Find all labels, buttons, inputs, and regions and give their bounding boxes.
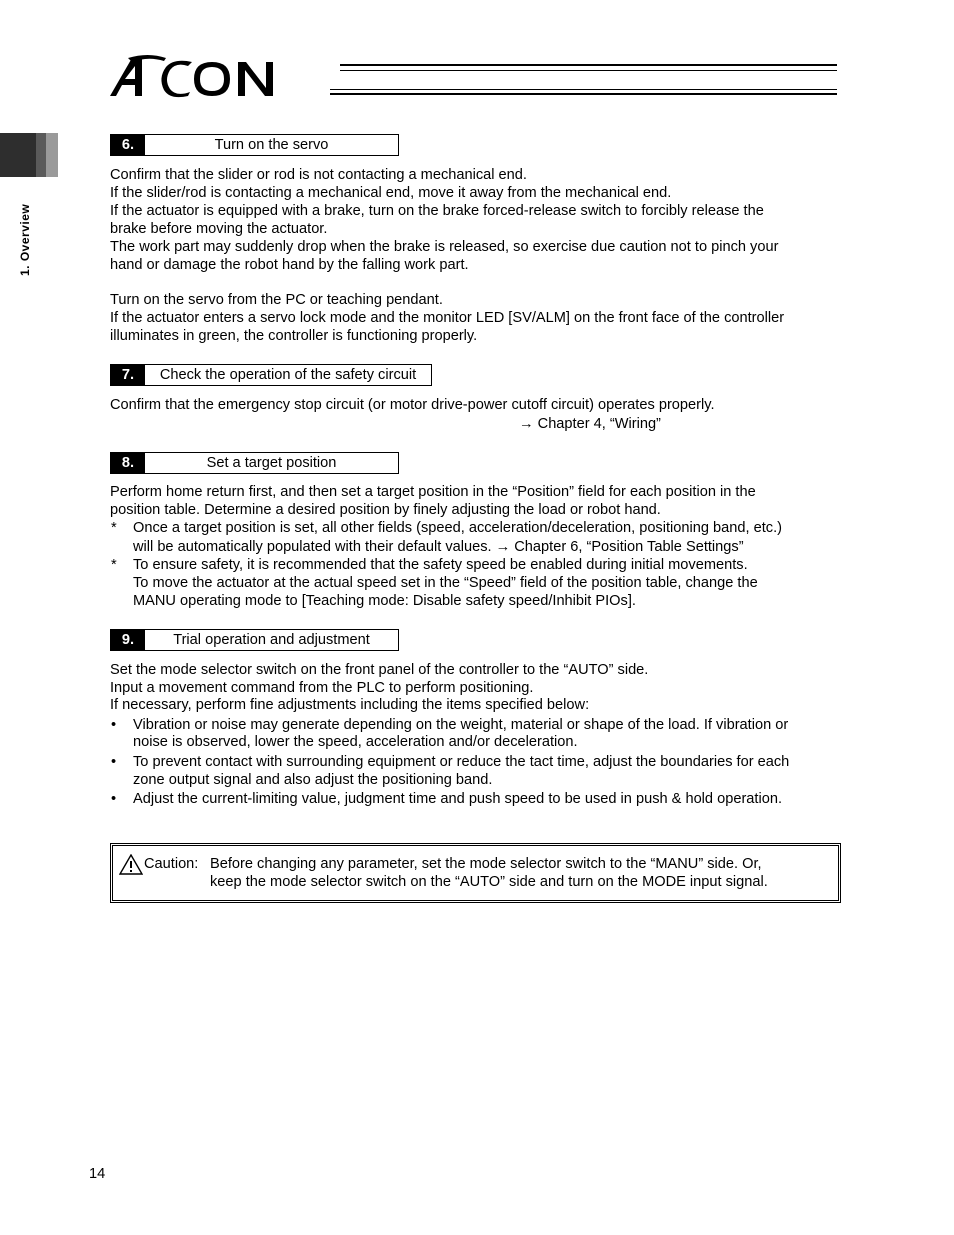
- note-asterisk: *: [111, 520, 117, 536]
- note-text: To move the actuator at the actual speed set in the “Speed” field of the position table, change the: [133, 575, 758, 591]
- paragraph: The work part may suddenly drop when the brake is released, so exercise due caution not to pinch your: [110, 239, 779, 255]
- note-text: MANU operating mode to [Teaching mode: Disable safety speed/Inhibit PIOs].: [133, 593, 636, 609]
- paragraph: Input a movement command from the PLC to perform positioning.: [110, 680, 534, 696]
- step-header-9: [110, 629, 399, 651]
- note-text: will be automatically populated with their default values. → Chapter 6, “Position Table Settings”: [133, 539, 744, 555]
- chapter-reference: → Chapter 4, “Wiring”: [519, 416, 661, 432]
- paragraph: If the actuator enters a servo lock mode and the monitor LED [SV/ALM] on the front face of the controller: [110, 310, 785, 326]
- step-number: 7.: [111, 365, 145, 385]
- step-number: 6.: [111, 135, 145, 155]
- paragraph: hand or damage the robot hand by the falling work part.: [110, 257, 469, 273]
- step-title: Trial operation and adjustment: [173, 632, 370, 648]
- side-tab-block: [36, 133, 46, 177]
- note-asterisk: *: [111, 557, 117, 573]
- step-title: Turn on the servo: [214, 137, 329, 153]
- side-tab-block: [46, 133, 58, 177]
- step-header-6: [110, 134, 399, 156]
- caution-text: Before changing any parameter, set the mode selector switch to the “MANU” side. Or,: [210, 856, 762, 872]
- note-text: To ensure safety, it is recommended that the safety speed be enabled during initial movements.: [133, 557, 748, 573]
- step-number: 8.: [111, 453, 145, 473]
- header-rule: [330, 89, 837, 90]
- paragraph: brake before moving the actuator.: [110, 221, 328, 237]
- page-number: 14: [89, 1166, 106, 1182]
- paragraph: If the slider/rod is contacting a mechanical end, move it away from the mechanical end.: [110, 185, 672, 201]
- step-title: Check the operation of the safety circuit: [159, 367, 417, 383]
- header-rule: [340, 70, 837, 71]
- paragraph: Confirm that the slider or rod is not contacting a mechanical end.: [110, 167, 527, 183]
- bullet: •: [111, 717, 117, 733]
- bullet-text: Vibration or noise may generate depending on the weight, material or shape of the load. If vibration or: [133, 717, 789, 733]
- side-tab-block: [0, 133, 36, 177]
- bullet: •: [111, 791, 117, 807]
- bullet-text: Adjust the current-limiting value, judgment time and push speed to be used in push & hold operation.: [133, 791, 783, 807]
- bullet-text: zone output signal and also adjust the positioning band.: [133, 772, 493, 788]
- warning-triangle-icon: [119, 854, 143, 875]
- header-rule: [340, 64, 837, 66]
- paragraph: If the actuator is equipped with a brake, turn on the brake forced-release switch to forcibly release the: [110, 203, 764, 219]
- bullet-text: noise is observed, lower the speed, acceleration and/or deceleration.: [133, 734, 578, 750]
- acon-logo-mark: [108, 52, 340, 102]
- step-title: Set a target position: [206, 455, 337, 471]
- caution-box: [110, 843, 841, 903]
- paragraph: Perform home return first, and then set a target position in the “Position” field for each position in the: [110, 484, 756, 500]
- paragraph: Turn on the servo from the PC or teaching pendant.: [110, 292, 443, 308]
- paragraph: position table. Determine a desired position by finely adjusting the load or robot hand.: [110, 502, 661, 518]
- step-number: 9.: [111, 630, 145, 650]
- bullet: •: [111, 754, 117, 770]
- step-header-7: [110, 364, 432, 386]
- note-text: Once a target position is set, all other fields (speed, acceleration/deceleration, positioning band, etc.): [133, 520, 782, 536]
- step-header-8: [110, 452, 399, 474]
- paragraph: Set the mode selector switch on the front panel of the controller to the “AUTO” side.: [110, 662, 649, 678]
- caution-text: keep the mode selector switch on the “AUTO” side and turn on the MODE input signal.: [210, 874, 768, 890]
- paragraph: Confirm that the emergency stop circuit (or motor drive-power cutoff circuit) operates properly.: [110, 397, 715, 413]
- header-rule: [330, 93, 837, 95]
- bullet-text: To prevent contact with surrounding equipment or reduce the tact time, adjust the boundaries for each: [133, 754, 790, 770]
- chapter-side-label: 1. Overview: [18, 203, 32, 276]
- acon-logo: [108, 52, 340, 102]
- caution-label: Caution:: [144, 856, 199, 872]
- paragraph: If necessary, perform fine adjustments including the items specified below:: [110, 697, 590, 713]
- paragraph: illuminates in green, the controller is functioning properly.: [110, 328, 478, 344]
